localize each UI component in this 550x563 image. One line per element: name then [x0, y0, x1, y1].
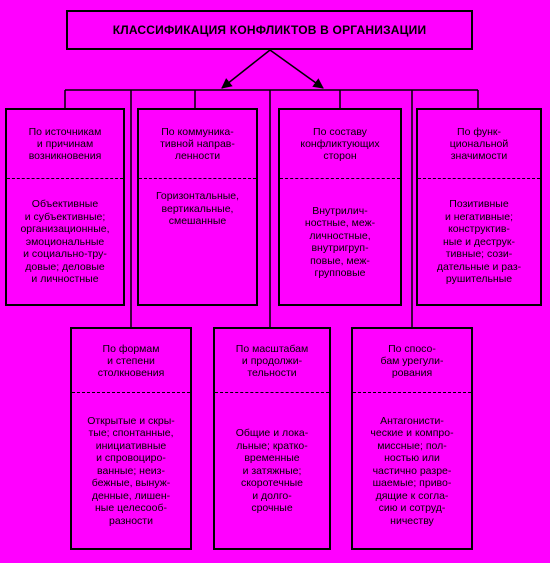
box-body: Горизонтальные, вертикальные, смешанные [155, 190, 240, 227]
classification-box-parties [278, 108, 402, 306]
box-header: По формам и степени столкновения [97, 342, 165, 379]
classification-box-forms [70, 327, 192, 550]
dashed-divider [418, 178, 540, 179]
dashed-divider [139, 178, 256, 179]
box-header: По составу конфликтующих сторон [300, 126, 380, 162]
box-body: Антагонисти- ческие и компро- миссные; пол- ностью или частично разре- шаемые; приво- дящие к согла- сию и сотруд- ничеству [370, 414, 454, 527]
classification-box-scale [213, 327, 331, 550]
box-body: Объективные и субъективные; организационные, эмоциональные и социально-тру- довые; деловые и личностные [20, 198, 110, 286]
classification-box-communication [137, 108, 258, 306]
box-header: По источникам и причинам возникновения [28, 126, 102, 162]
dashed-divider [7, 178, 123, 179]
box-body: Позитивные и негативные; конструктив- ные и деструк- тивные; сози- дательные и раз- рушительные [436, 198, 522, 286]
box-header: По коммуника- тивной направ- ленности [160, 126, 235, 162]
classification-box-resolution [351, 327, 473, 550]
box-body: Общие и лока- льные; кратко- временные и затяжные; скоротечные и долго- срочные [235, 427, 309, 515]
dashed-divider [280, 178, 400, 179]
box-body: Внутрилич- ностные, меж- личностные, внутригруп- повые, меж- групповые [304, 204, 376, 279]
dashed-divider [353, 392, 471, 393]
diagram-title-box [66, 10, 473, 50]
dashed-divider [215, 392, 329, 393]
box-header: По функ- циональной значимости [449, 126, 509, 162]
classification-box-functional [416, 108, 542, 306]
dashed-divider [72, 392, 190, 393]
classification-box-sources [5, 108, 125, 306]
box-body: Открытые и скры- тые; спонтанные, инициативные и спровоциро- ванные; неиз- бежные, вынуж- денные, лишен- ные целесооб- разности [87, 414, 175, 527]
box-header: По масштабам и продолжи- тельности [235, 342, 309, 379]
diagram-title: КЛАССИФИКАЦИЯ КОНФЛИКТОВ В ОРГАНИЗАЦИИ [112, 23, 427, 37]
box-header: По спосо- бам урегули- рования [380, 342, 444, 379]
